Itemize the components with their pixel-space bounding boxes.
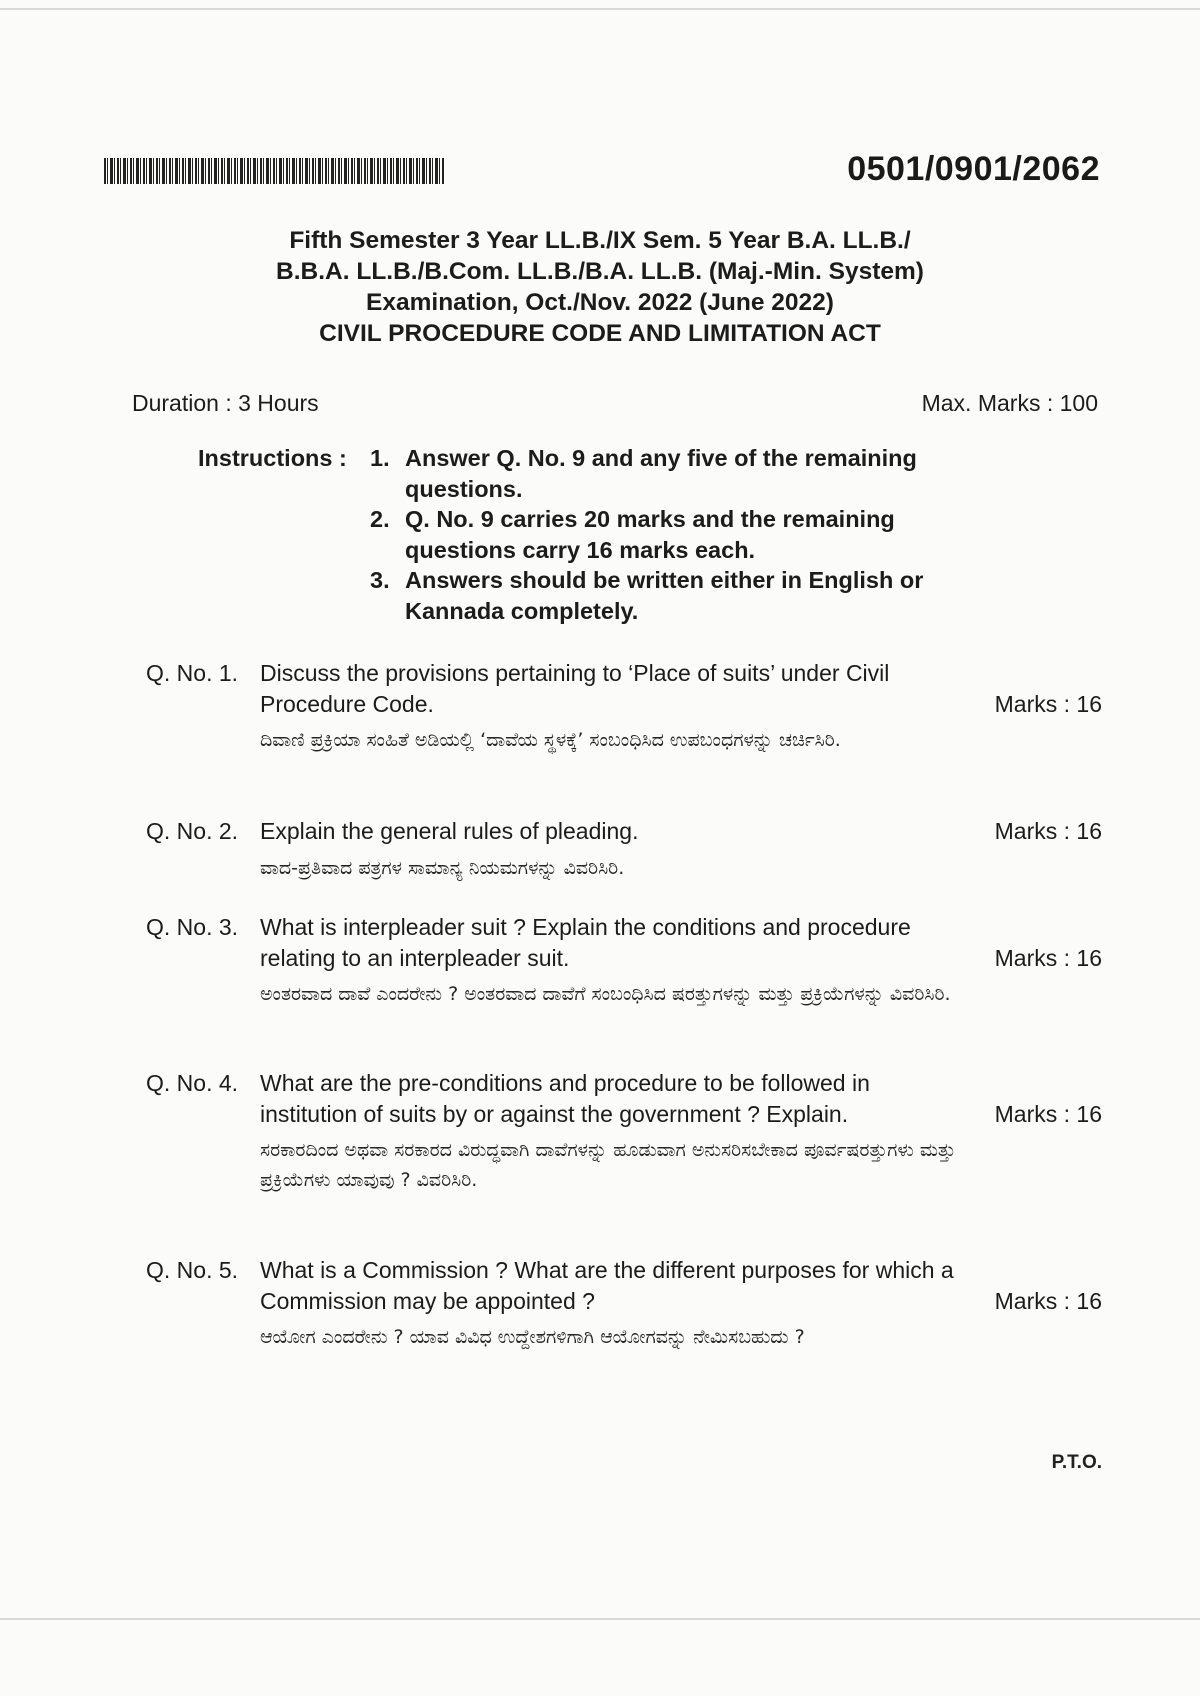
question-kannada: ಅಂತರವಾದ ದಾವೆ ಎಂದರೇನು ? ಅಂತರವಾದ ದಾವೆಗೆ ಸಂಬಂಧಿಸಿದ ಷರತ್ತುಗಳನ್ನು ಮತ್ತು ಪ್ರಕ್ರಿಯೆಗಳನ್ನು ವಿವರಿಸಿರಿ. [260, 983, 951, 1005]
header-line-4: CIVIL PROCEDURE CODE AND LIMITATION ACT [319, 320, 881, 347]
barcode-image [104, 158, 444, 184]
question-body [260, 1255, 966, 1352]
question-number: Q. No. 3. [146, 914, 239, 940]
question-kannada: ಸರಕಾರದಿಂದ ಅಥವಾ ಸರಕಾರದ ವಿರುದ್ಧವಾಗಿ ದಾವೆಗಳನ್ನು ಹೂಡುವಾಗ ಅನುಸರಿಸಬೇಕಾದ ಪೂರ್ವಷರತ್ತುಗಳು ಮತ್ತು ಪ್ರಕ್ರಿಯೆಗಳು ಯಾವುವು ? ವಿವರಿಸಿರಿ. [260, 1139, 956, 1191]
instruction-number: 1. [370, 445, 390, 471]
header-line-2: B.B.A. LL.B./B.Com. LL.B./B.A. LL.B. (Maj.-Min. System) [276, 258, 924, 285]
question-item [146, 1068, 1102, 1195]
question-item [146, 912, 1102, 1009]
question-marks: Marks : 16 [994, 1101, 1102, 1127]
question-item [146, 1255, 1102, 1352]
header-line-3: Examination, Oct./Nov. 2022 (June 2022) [366, 289, 834, 316]
instruction-text: Answers should be written either in English or Kannada completely. [405, 567, 924, 624]
duration-text: Duration : 3 Hours [132, 390, 319, 416]
pto-marker: P.T.O. [1051, 1452, 1102, 1473]
question-body [260, 912, 966, 1009]
question-kannada: ದಿವಾಣಿ ಪ್ರಕ್ರಿಯಾ ಸಂಹಿತೆ ಅಡಿಯಲ್ಲಿ ‘ದಾವೆಯ ಸ್ಥಳಕ್ಕೆ’ ಸಂಬಂಧಿಸಿದ ಉಪಬಂಧಗಳನ್ನು ಚರ್ಚಿಸಿರಿ. [260, 729, 841, 751]
question-body [260, 816, 966, 883]
question-marks: Marks : 16 [994, 945, 1102, 971]
question-item [146, 816, 1102, 883]
question-marks: Marks : 16 [994, 1288, 1102, 1314]
question-english: What is interpleader suit ? Explain the conditions and procedure relating to an interpleader suit. [260, 914, 911, 971]
scan-edge-bottom [0, 1618, 1200, 1620]
question-marks: Marks : 16 [994, 691, 1102, 717]
header-line-1: Fifth Semester 3 Year LL.B./IX Sem. 5 Year B.A. LL.B./ [289, 227, 911, 254]
instruction-number: 3. [370, 567, 390, 593]
question-body [260, 658, 966, 755]
question-number: Q. No. 4. [146, 1070, 239, 1096]
exam-header [210, 225, 990, 349]
instruction-item [370, 443, 978, 504]
scan-edge-top [0, 8, 1200, 10]
paper-code: 0501/0901/2062 [847, 150, 1100, 188]
instruction-number: 2. [370, 506, 390, 532]
instruction-text: Answer Q. No. 9 and any five of the remaining questions. [405, 445, 917, 502]
question-marks: Marks : 16 [994, 818, 1102, 844]
instruction-item [370, 504, 978, 565]
question-kannada: ವಾದ-ಪ್ರತಿವಾದ ಪತ್ರಗಳ ಸಾಮಾನ್ಯ ನಿಯಮಗಳನ್ನು ವಿವರಿಸಿರಿ. [260, 856, 625, 879]
question-english: What are the pre-conditions and procedure to be followed in institution of suits by or against the government ? Explain. [260, 1070, 870, 1127]
question-body [260, 1068, 966, 1195]
question-number: Q. No. 5. [146, 1257, 239, 1283]
question-english: What is a Commission ? What are the different purposes for which a Commission may be appointed ? [260, 1257, 954, 1314]
question-number: Q. No. 2. [146, 818, 239, 844]
instruction-item [370, 565, 978, 626]
question-english: Discuss the provisions pertaining to ‘Place of suits’ under Civil Procedure Code. [260, 660, 890, 717]
question-item [146, 658, 1102, 755]
instructions-label: Instructions : [198, 445, 347, 471]
instruction-text: Q. No. 9 carries 20 marks and the remaining questions carry 16 marks each. [405, 506, 895, 563]
instructions-list [370, 443, 978, 626]
question-number: Q. No. 1. [146, 660, 239, 686]
question-english: Explain the general rules of pleading. [260, 818, 639, 844]
question-kannada: ಆಯೋಗ ಎಂದರೇನು ? ಯಾವ ವಿವಿಧ ಉದ್ದೇಶಗಳಿಗಾಗಿ ಆಯೋಗವನ್ನು ನೇಮಿಸಬಹುದು ? [260, 1326, 805, 1348]
max-marks-text: Max. Marks : 100 [921, 390, 1098, 416]
